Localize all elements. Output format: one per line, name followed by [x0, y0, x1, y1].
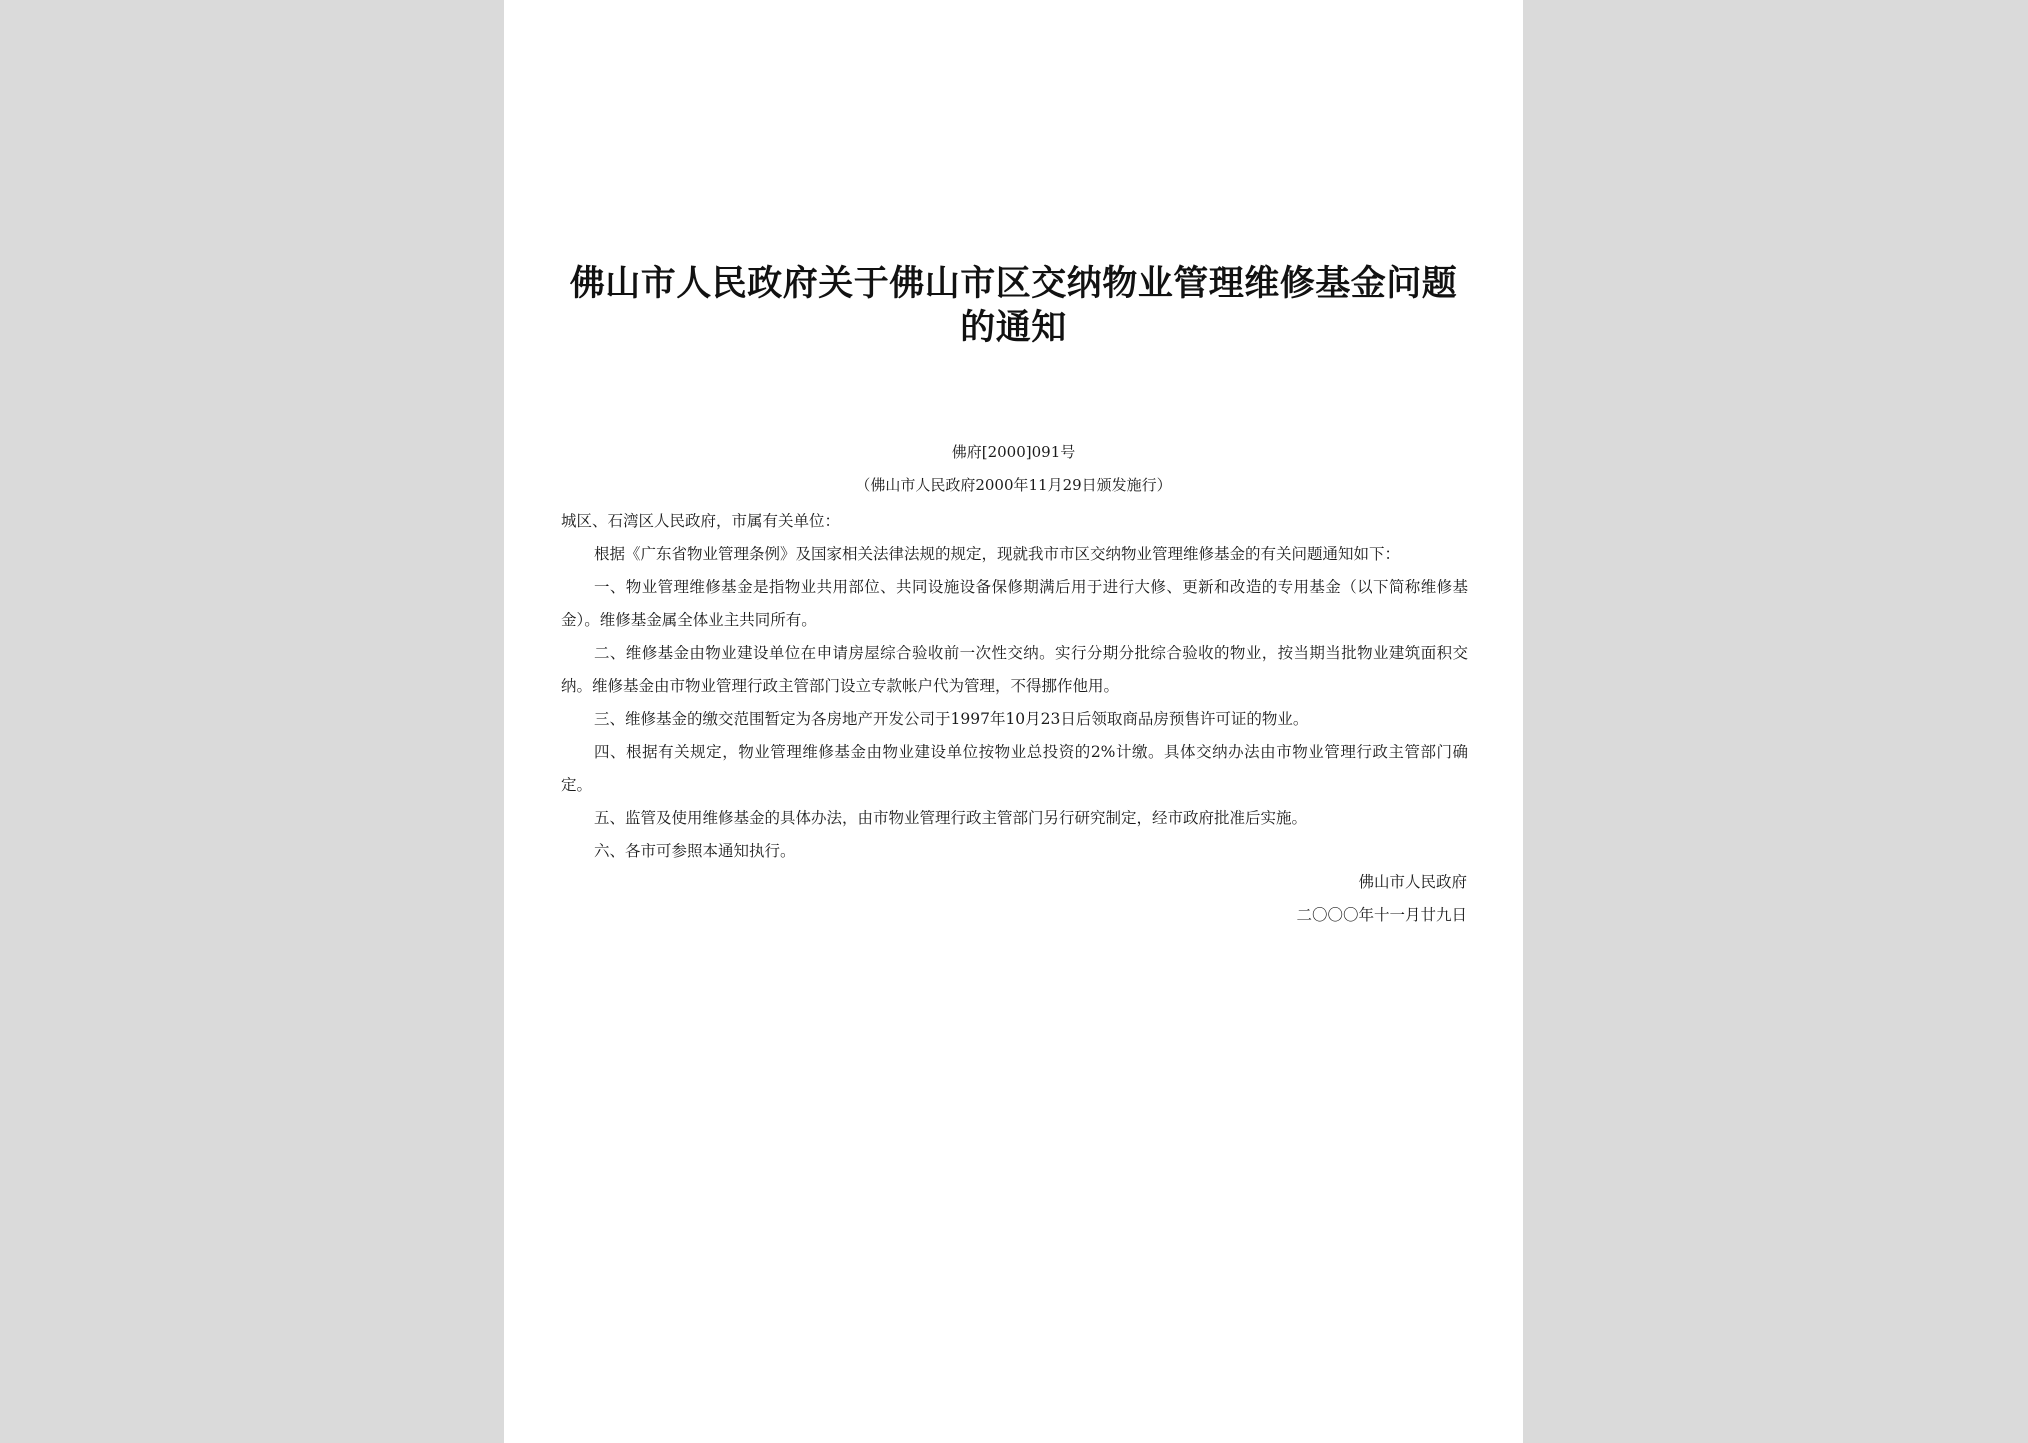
issued-note: （佛山市人民政府2000年11月29日颁发施行）	[855, 476, 1172, 494]
document-title: 佛山市人民政府关于佛山市区交纳物业管理维修基金问题的通知	[569, 263, 1458, 348]
clause-2: 二、维修基金由物业建设单位在申请房屋综合验收前一次性交纳。实行分期分批综合验收的物业，按当期当批物业建筑面积交纳。维修基金由市物业管理行政主管部门设立专款帐户代为管理，不得挪作他用。	[561, 644, 1468, 695]
document-number: 佛府[2000]091号	[951, 443, 1076, 461]
clause-3: 三、维修基金的缴交范围暂定为各房地产开发公司于1997年10月23日后领取商品房预售许可证的物业。	[594, 710, 1309, 728]
clause-5: 五、监管及使用维修基金的具体办法，由市物业管理行政主管部门另行研究制定，经市政府批准后实施。	[594, 809, 1308, 827]
salutation: 城区、石湾区人民政府，市属有关单位：	[561, 512, 841, 530]
signature-date: 二〇〇〇年十一月廿九日	[1296, 906, 1467, 924]
signature-issuer: 佛山市人民政府	[1358, 873, 1467, 891]
clause-1: 一、物业管理维修基金是指物业共用部位、共同设施设备保修期满后用于进行大修、更新和改造的专用基金（以下简称维修基金）。维修基金属全体业主共同所有。	[561, 578, 1468, 629]
document-body	[561, 505, 1468, 868]
intro-paragraph: 根据《广东省物业管理条例》及国家相关法律法规的规定，现就我市市区交纳物业管理维修基金的有关问题通知如下：	[594, 545, 1401, 563]
document-page	[504, 0, 1523, 1443]
signature-block	[1296, 866, 1467, 932]
clause-6: 六、各市可参照本通知执行。	[594, 842, 796, 860]
clause-4: 四、根据有关规定，物业管理维修基金由物业建设单位按物业总投资的2%计缴。具体交纳办法由市物业管理行政主管部门确定。	[561, 743, 1468, 794]
